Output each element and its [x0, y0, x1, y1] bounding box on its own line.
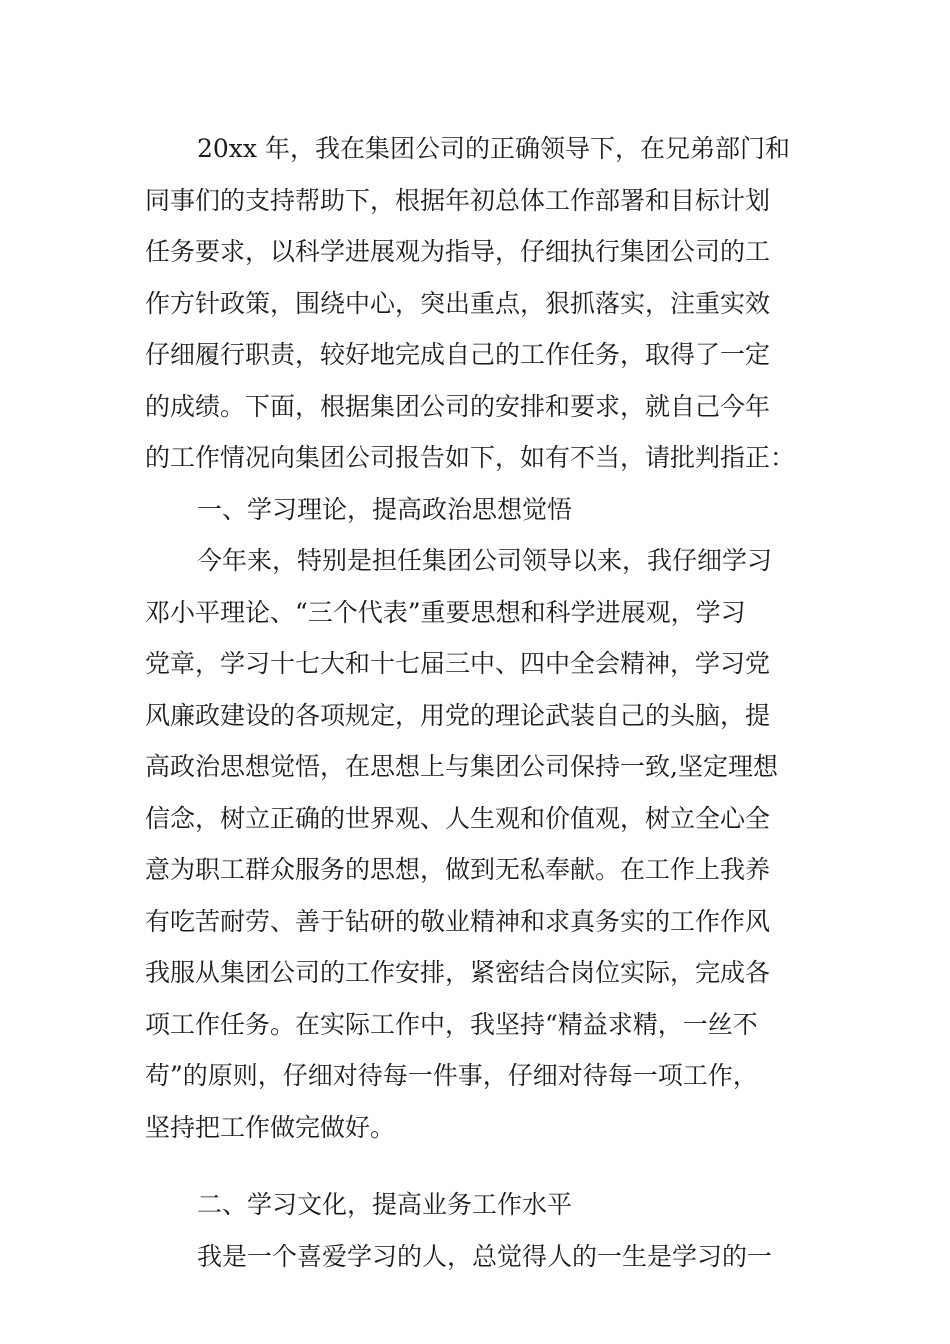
text-line: 高政治思想觉悟，在思想上与集团公司保持一致,坚定理想 — [145, 752, 778, 781]
text-line: 仔细履行职责，较好地完成自己的工作任务，取得了一定 — [145, 340, 771, 369]
text-line: 的成绩。下面，根据集团公司的安排和要求，就自己今年 — [145, 391, 771, 421]
section-heading: 一、学习理论，提高政治思想觉悟 — [197, 494, 573, 524]
text-line: 我服从集团公司的工作安排，紧密结合岗位实际，完成各 — [145, 958, 771, 987]
text-line: 邓小平理论、“三个代表”重要思想和科学进展观，学习 — [145, 597, 746, 627]
paragraph-intro — [145, 123, 825, 484]
text-line: 作方针政策，围绕中心，突出重点，狠抓落实，注重实效 — [145, 288, 771, 318]
text-line: 意为职工群众服务的思想，做到无私奉献。在工作上我养 — [145, 855, 771, 884]
text-line: 同事们的支持帮助下，根据年初总体工作部署和目标计划 — [145, 185, 771, 215]
text-line: 信念，树立正确的世界观、人生观和价值观，树立全心全 — [145, 803, 771, 833]
text-line: 我是一个喜爱学习的人，总觉得人的一生是学习的一 — [197, 1241, 773, 1271]
text-line: 任务要求，以科学进展观为指导，仔细执行集团公司的工 — [145, 237, 771, 266]
text-line: 项工作任务。在实际工作中，我坚持“精益求精，一丝不 — [145, 1009, 758, 1039]
text-line: 今年来，特别是担任集团公司领导以来，我仔细学习 — [197, 546, 773, 575]
text-line: 坚持把工作做完做好。 — [145, 1112, 396, 1142]
paragraph-section-2 — [145, 1231, 825, 1283]
paragraph-section-1 — [145, 535, 825, 1153]
text-line: 苟”的原则，仔细对待每一件事，仔细对待每一项工作， — [145, 1061, 758, 1090]
text-line: 的工作情况向集团公司报告如下，如有不当，请批判指正： — [145, 443, 796, 472]
section-heading: 二、学习文化，提高业务工作水平 — [197, 1190, 573, 1219]
paragraph-gap — [145, 1153, 825, 1179]
text-line: 20xx 年，我在集团公司的正确领导下，在兄弟部门和 — [197, 134, 790, 163]
text-line: 有吃苦耐劳、善于钻研的敬业精神和求真务实的工作作风 — [145, 906, 771, 936]
text-line: 党章，学习十七大和十七届三中、四中全会精神，学习党 — [145, 649, 771, 678]
text-line: 风廉政建设的各项规定，用党的理论武装自己的头脑，提 — [145, 700, 771, 730]
document-body — [145, 123, 825, 1282]
